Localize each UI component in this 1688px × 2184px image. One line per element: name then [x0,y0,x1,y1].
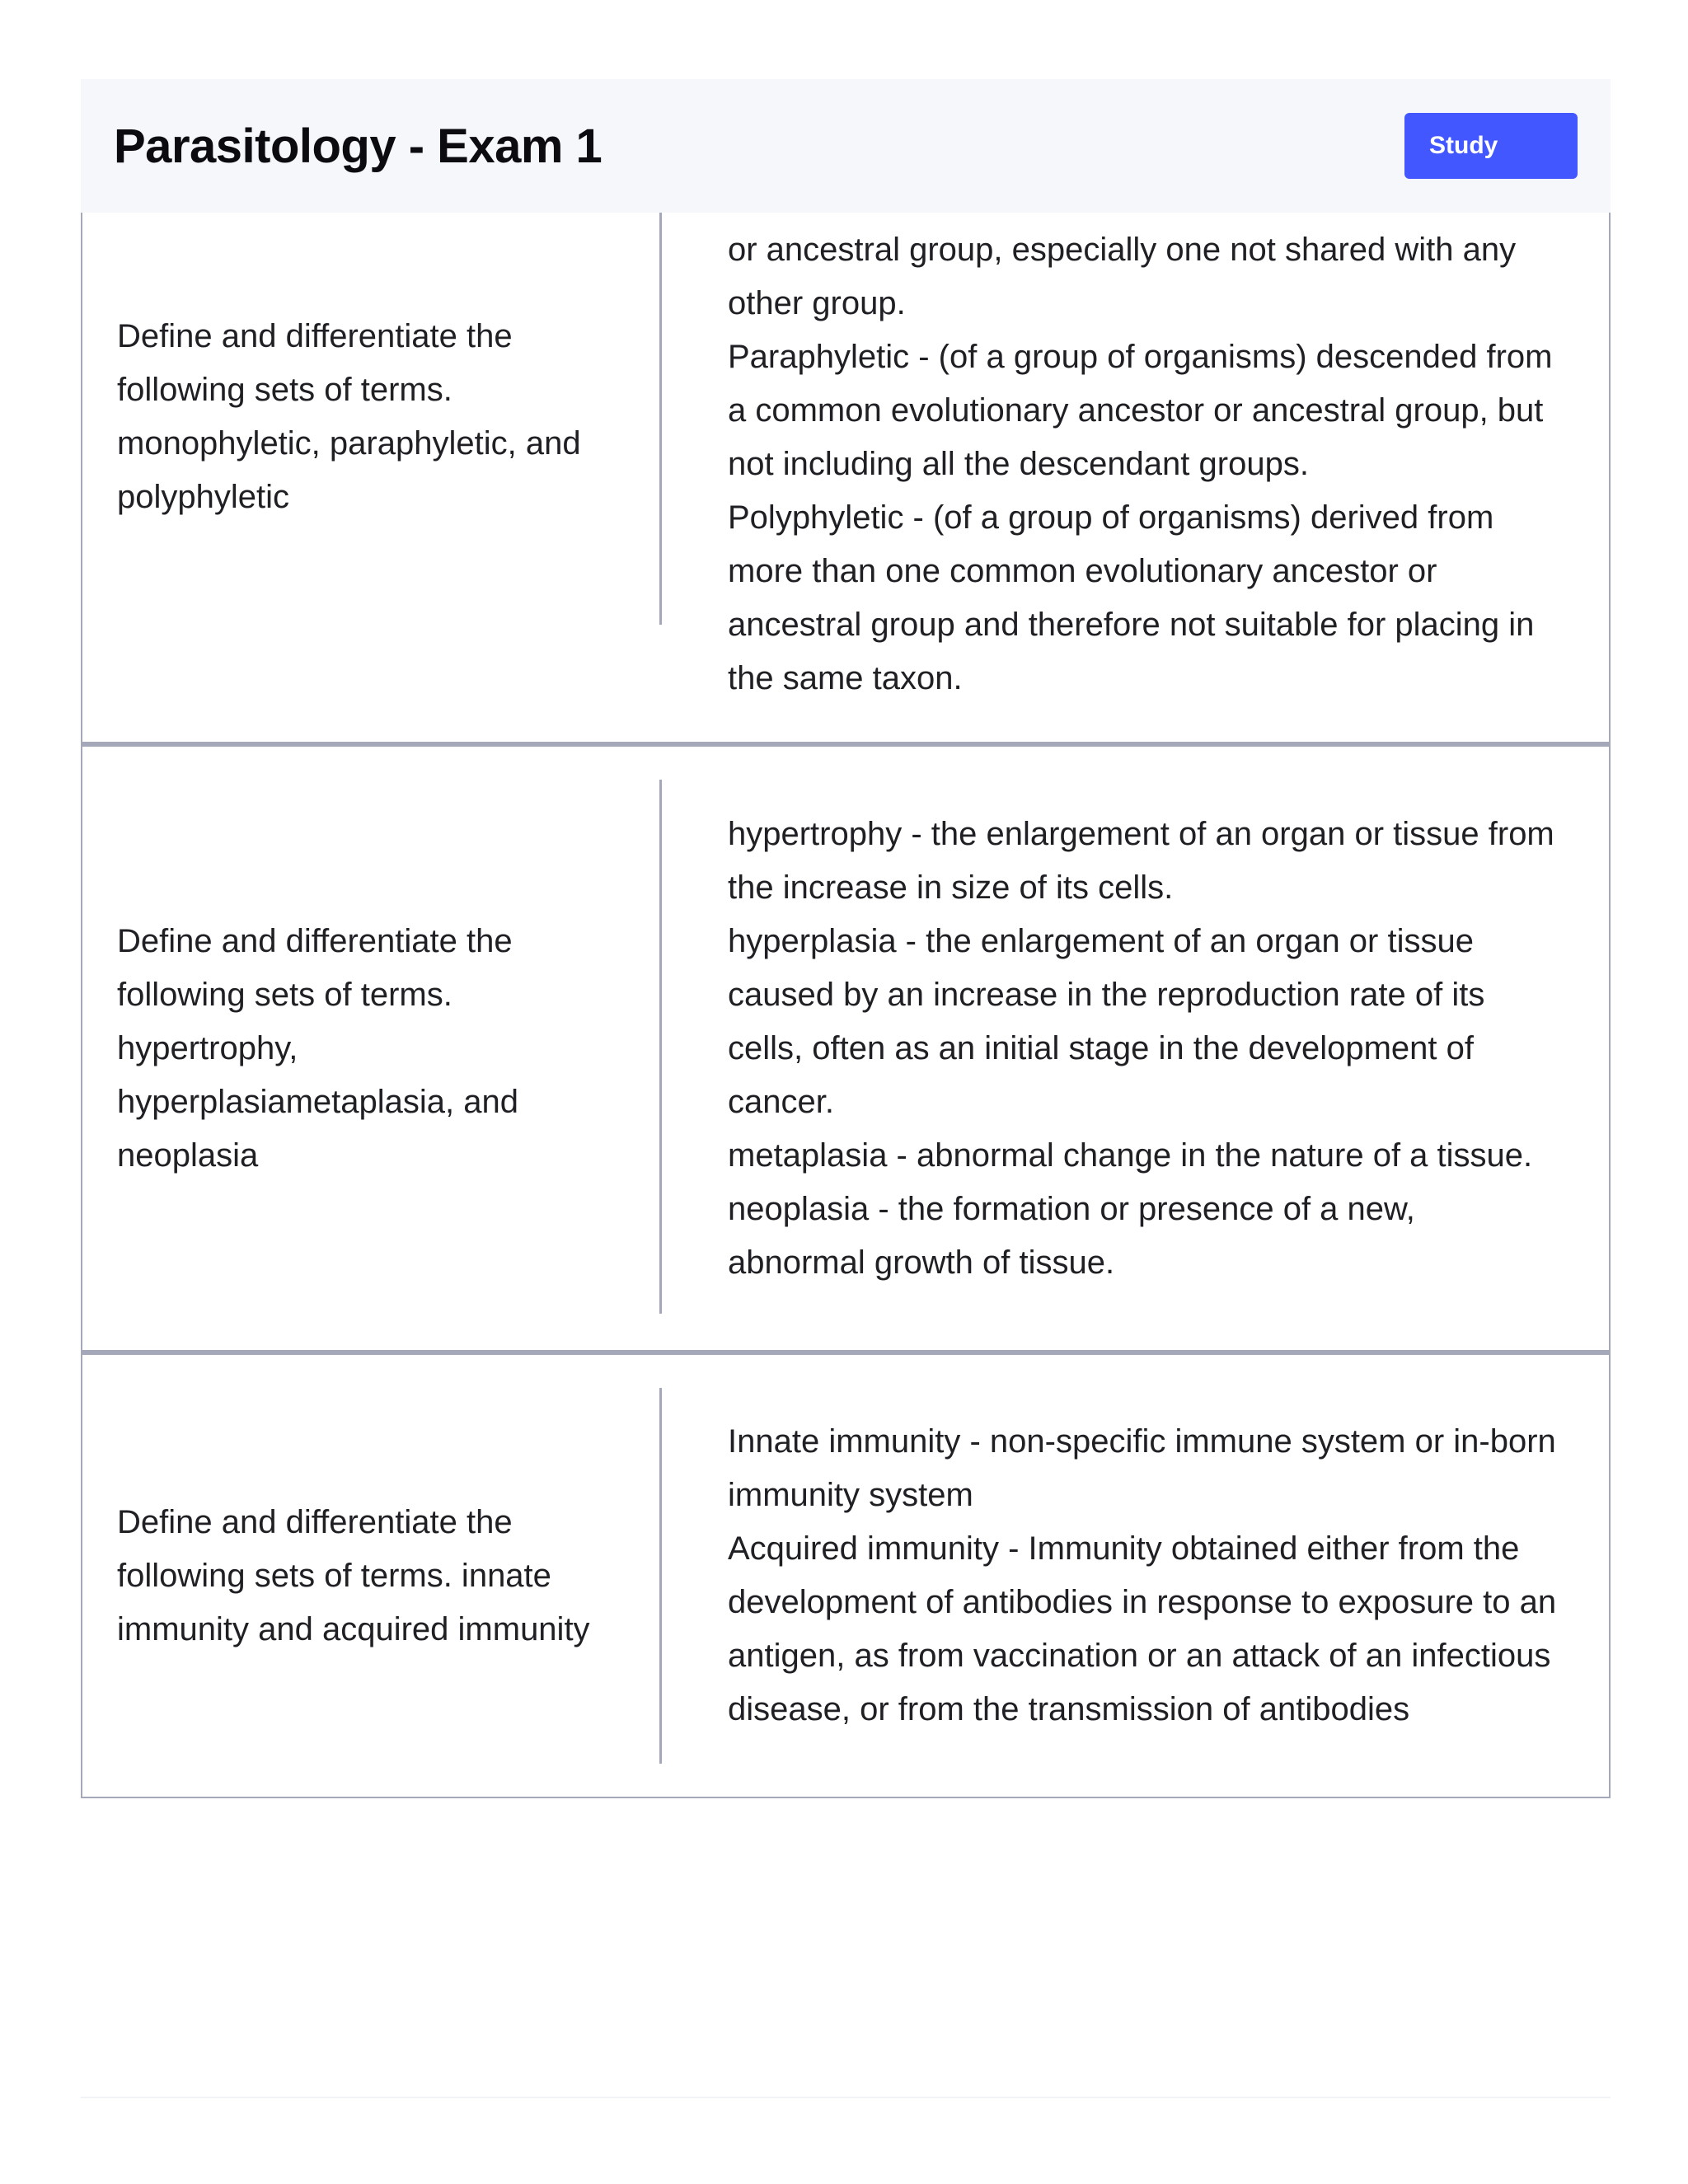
card-definition-text: Innate immunity - non-specific immune system or in-born immunity system Acquired immunity - Immunity obtained either from the development of antibodies in response to exposure to an antigen, as from vaccination or an attack of an infectious disease, or from the transmission of antibodies [728,1423,1557,1727]
flashcard-list [81,132,1611,1798]
card-term-text: Define and differentiate the following sets of terms. hypertrophy, hyperplasiametaplasia, and neoplasia [117,922,518,1174]
page-header [81,79,1611,213]
card-definition [661,134,1609,742]
footer-divider [81,2097,1611,2098]
study-button[interactable]: Study [1404,113,1578,179]
card-term-text: Define and differentiate the following sets of terms. innate immunity and acquired immunity [117,1503,590,1647]
card-definition-text: hypertrophy - the enlargement of an organ or tissue from the increase in size of its cells. hyperplasia - the enlargement of an organ or tissue caused by an increase in the reproduction rate of its cells, often as an initial stage in the development of cancer. metaplasia - abnormal change in the nature of a tissue. neoplasia - the formation or presence of a new, abnormal growth of tissue. [728,815,1554,1281]
card-divider [659,780,662,1314]
card-term [82,134,659,742]
page-title: Parasitology - Exam 1 [114,119,603,173]
flashcard-row [81,1352,1611,1798]
card-term-text: Define and differentiate the following sets of terms. monophyletic, paraphyletic, and polyphyletic [117,318,581,515]
card-term [82,1355,659,1797]
card-definition [661,1355,1609,1797]
card-definition-text: or ancestral group, especially one not shared with any other group. Paraphyletic - (of a group of organisms) descended from a common evolutionary ancestor or ancestral group, but not including all the descendant groups. Polyphyletic - (of a group of organisms) derived from more than one common evolutionary ancestor or ancestral group and therefore not suitable for placing in the same taxon. [728,232,1553,696]
flashcard-row [81,132,1611,743]
card-definition [661,747,1609,1350]
card-divider [659,1388,662,1764]
flashcard-row [81,743,1611,1352]
card-term [82,747,659,1350]
